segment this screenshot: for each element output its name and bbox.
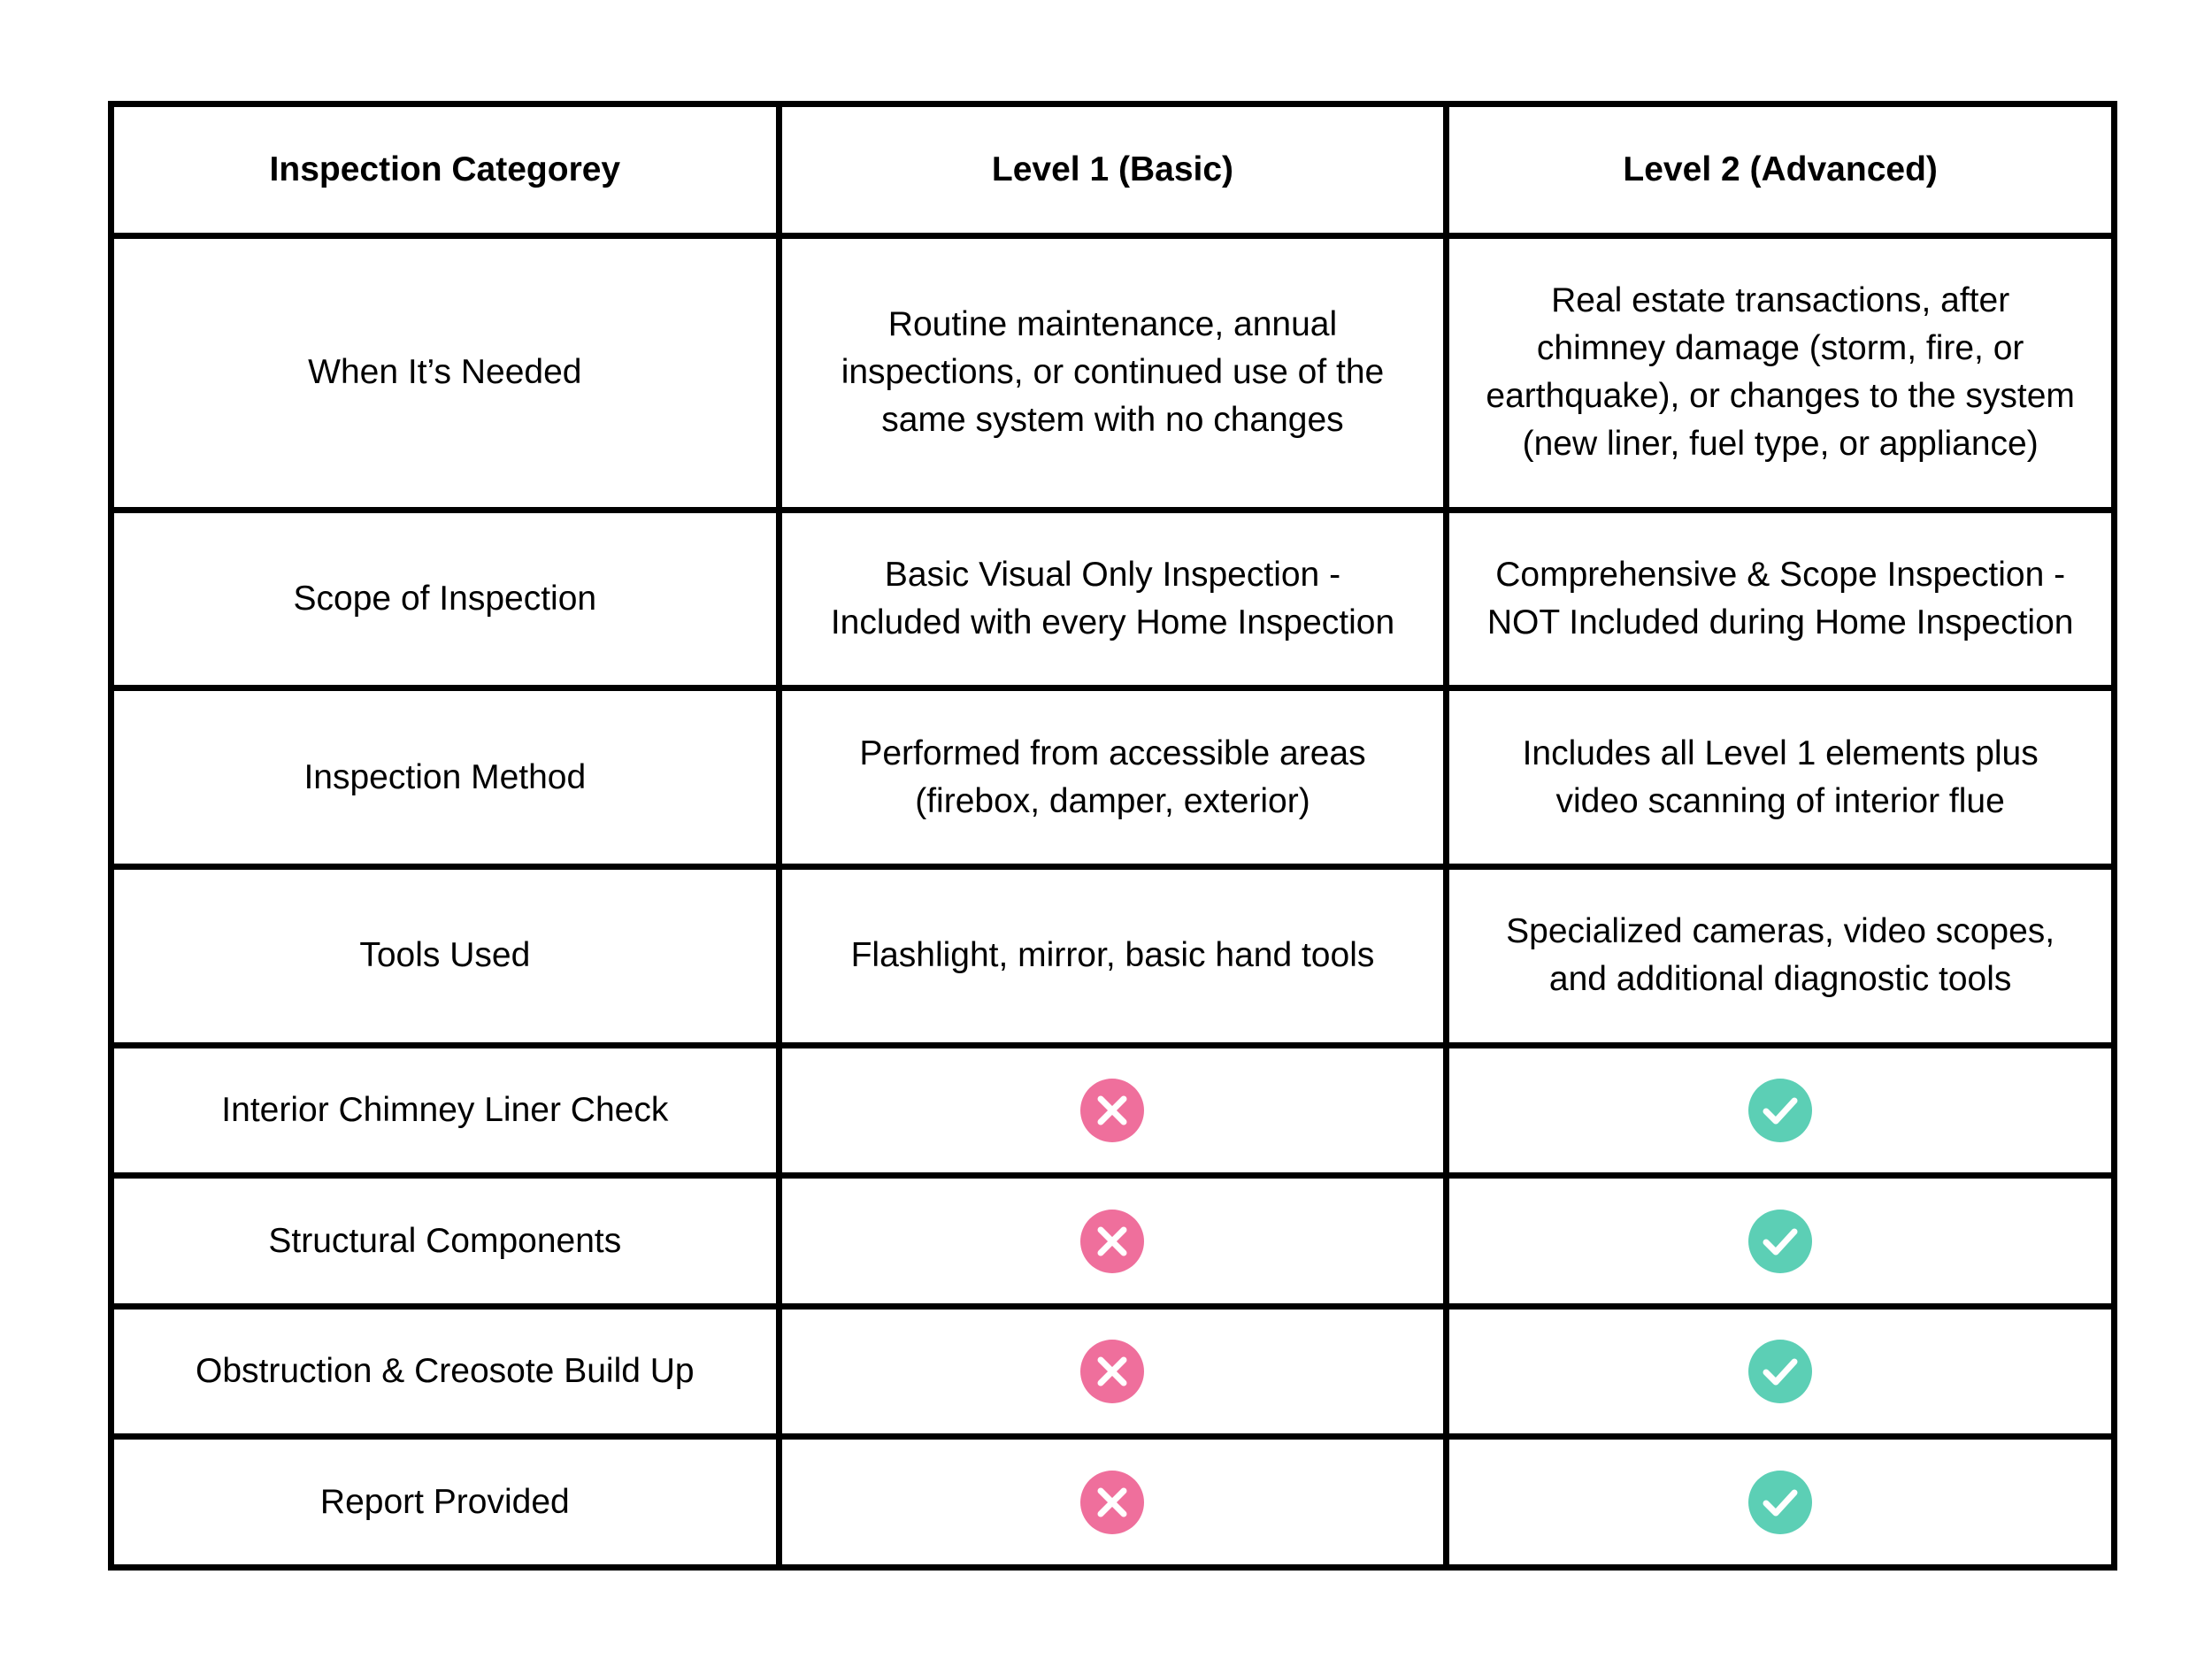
cross-circle-icon: [1080, 1079, 1144, 1142]
table-row: [111, 1437, 2115, 1568]
row-level1-status: [779, 1176, 1447, 1307]
row-level1-text: Basic Visual Only Inspection - Included with every Home Inspection: [779, 510, 1447, 688]
row-level2-text: Comprehensive & Scope Inspection - NOT Included during Home Inspection: [1447, 510, 2115, 688]
table-row: [111, 867, 2115, 1046]
row-level2-status: [1447, 1045, 2115, 1176]
row-category: Scope of Inspection: [111, 510, 780, 688]
row-category: When It’s Needed: [111, 235, 780, 510]
row-level2-status: [1447, 1176, 2115, 1307]
cross-circle-icon: [1080, 1340, 1144, 1403]
row-level2-text: Real estate transactions, after chimney damage (storm, fire, or earthquake), or changes to the system (new liner, fuel type, or appliance): [1447, 235, 2115, 510]
row-level2-text: Specialized cameras, video scopes, and additional diagnostic tools: [1447, 867, 2115, 1046]
table-row: [111, 688, 2115, 867]
row-level1-status: [779, 1306, 1447, 1437]
inspection-comparison-table: [108, 101, 2117, 1571]
row-level2-status: [1447, 1306, 2115, 1437]
row-level1-text: Routine maintenance, annual inspections, or continued use of the same system with no changes: [779, 235, 1447, 510]
row-level2-status: [1447, 1437, 2115, 1568]
table-row: [111, 510, 2115, 688]
row-level1-text: Flashlight, mirror, basic hand tools: [779, 867, 1447, 1046]
row-category: Structural Components: [111, 1176, 780, 1307]
table-row: [111, 1176, 2115, 1307]
row-category: Tools Used: [111, 867, 780, 1046]
row-category: Inspection Method: [111, 688, 780, 867]
table-row: [111, 1306, 2115, 1437]
check-circle-icon: [1748, 1210, 1812, 1273]
header-level1: Level 1 (Basic): [779, 104, 1447, 236]
row-category: Obstruction & Creosote Build Up: [111, 1306, 780, 1437]
header-category: Inspection Categorey: [111, 104, 780, 236]
row-category: Report Provided: [111, 1437, 780, 1568]
row-level1-status: [779, 1045, 1447, 1176]
cross-circle-icon: [1080, 1471, 1144, 1534]
row-category: Interior Chimney Liner Check: [111, 1045, 780, 1176]
check-circle-icon: [1748, 1079, 1812, 1142]
table-row: [111, 1045, 2115, 1176]
cross-circle-icon: [1080, 1210, 1144, 1273]
check-circle-icon: [1748, 1340, 1812, 1403]
header-level2: Level 2 (Advanced): [1447, 104, 2115, 236]
row-level1-text: Performed from accessible areas (firebox, damper, exterior): [779, 688, 1447, 867]
header-row: [111, 104, 2115, 236]
table-row: [111, 235, 2115, 510]
row-level2-text: Includes all Level 1 elements plus video scanning of interior flue: [1447, 688, 2115, 867]
row-level1-status: [779, 1437, 1447, 1568]
check-circle-icon: [1748, 1471, 1812, 1534]
